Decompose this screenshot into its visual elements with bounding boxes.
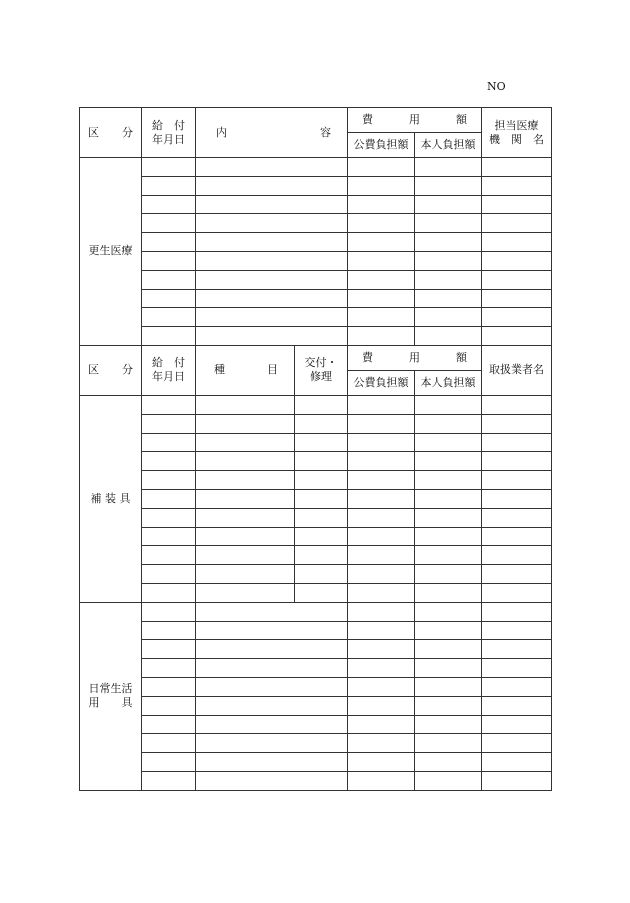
cell — [415, 753, 482, 772]
cell — [196, 195, 348, 214]
section-label-nichijou: 日常生活 用 具 — [80, 602, 142, 790]
cell — [348, 327, 415, 346]
cell — [142, 158, 196, 177]
cell — [196, 640, 348, 659]
cell — [196, 753, 348, 772]
cell — [295, 583, 348, 602]
cell — [482, 289, 552, 308]
cell — [415, 565, 482, 584]
cell — [142, 734, 196, 753]
cell — [415, 583, 482, 602]
cell — [142, 395, 196, 414]
cell — [482, 214, 552, 233]
cell — [196, 233, 348, 252]
cell — [348, 527, 415, 546]
cell — [142, 270, 196, 289]
cell — [196, 308, 348, 327]
cell — [348, 395, 415, 414]
record-table — [79, 107, 552, 791]
cell — [142, 696, 196, 715]
cell — [348, 715, 415, 734]
cell — [482, 602, 552, 621]
page-number-label: NO — [487, 80, 506, 93]
cell — [348, 251, 415, 270]
cell — [415, 640, 482, 659]
cell — [196, 327, 348, 346]
cell — [142, 233, 196, 252]
cell — [482, 565, 552, 584]
cell — [142, 471, 196, 490]
cell — [142, 176, 196, 195]
cell — [196, 289, 348, 308]
cell — [482, 508, 552, 527]
cell — [482, 489, 552, 508]
cell — [142, 508, 196, 527]
cell — [196, 471, 295, 490]
cell — [348, 471, 415, 490]
cell — [415, 527, 482, 546]
header-public-2: 公費負担額 — [348, 370, 415, 395]
cell — [415, 621, 482, 640]
cell — [415, 734, 482, 753]
cell — [348, 621, 415, 640]
cell — [295, 546, 348, 565]
cell — [482, 251, 552, 270]
cell — [142, 621, 196, 640]
cell — [415, 471, 482, 490]
cell — [415, 395, 482, 414]
cell — [415, 308, 482, 327]
cell — [295, 489, 348, 508]
cell — [415, 233, 482, 252]
header-cost-2: 費 用 額 — [348, 345, 482, 370]
section-label-kousei: 更生医療 — [80, 158, 142, 346]
cell — [295, 414, 348, 433]
cell — [142, 289, 196, 308]
header-cost-1: 費 用 額 — [348, 108, 482, 133]
cell — [142, 565, 196, 584]
cell — [142, 677, 196, 696]
cell — [196, 659, 348, 678]
cell — [482, 734, 552, 753]
cell — [348, 433, 415, 452]
cell — [482, 715, 552, 734]
cell — [415, 677, 482, 696]
cell — [348, 602, 415, 621]
cell — [142, 527, 196, 546]
cell — [348, 583, 415, 602]
cell — [482, 158, 552, 177]
cell — [142, 546, 196, 565]
header-public-1: 公費負担額 — [348, 133, 415, 158]
cell — [348, 214, 415, 233]
cell — [196, 602, 348, 621]
cell — [482, 640, 552, 659]
cell — [482, 414, 552, 433]
cell — [415, 214, 482, 233]
cell — [348, 677, 415, 696]
header-item: 種 目 — [196, 345, 295, 395]
cell — [415, 195, 482, 214]
header-self-1: 本人負担額 — [415, 133, 482, 158]
header-kubun-1: 区 分 — [80, 108, 142, 158]
cell — [142, 195, 196, 214]
header-date-1: 給 付 年月日 — [142, 108, 196, 158]
cell — [415, 696, 482, 715]
cell — [348, 308, 415, 327]
cell — [348, 195, 415, 214]
cell — [196, 214, 348, 233]
cell — [142, 602, 196, 621]
cell — [142, 433, 196, 452]
cell — [196, 251, 348, 270]
cell — [348, 696, 415, 715]
cell — [482, 771, 552, 790]
cell — [348, 270, 415, 289]
cell — [348, 640, 415, 659]
cell — [196, 677, 348, 696]
cell — [348, 489, 415, 508]
cell — [415, 251, 482, 270]
cell — [295, 452, 348, 471]
cell — [196, 270, 348, 289]
cell — [142, 308, 196, 327]
cell — [348, 508, 415, 527]
cell — [196, 489, 295, 508]
cell — [415, 289, 482, 308]
cell — [482, 753, 552, 772]
cell — [142, 414, 196, 433]
cell — [295, 565, 348, 584]
cell — [415, 771, 482, 790]
cell — [142, 640, 196, 659]
cell — [482, 527, 552, 546]
header-date-2: 給 付 年月日 — [142, 345, 196, 395]
cell — [196, 546, 295, 565]
header-kubun-2: 区 分 — [80, 345, 142, 395]
section-label-hosougu: 補 装 具 — [80, 395, 142, 602]
cell — [142, 753, 196, 772]
cell — [415, 715, 482, 734]
cell — [196, 508, 295, 527]
header-self-2: 本人負担額 — [415, 370, 482, 395]
cell — [196, 565, 295, 584]
cell — [348, 452, 415, 471]
cell — [348, 546, 415, 565]
cell — [196, 527, 295, 546]
cell — [142, 327, 196, 346]
cell — [482, 395, 552, 414]
header-dealer: 取扱業者名 — [482, 345, 552, 395]
cell — [415, 433, 482, 452]
cell — [348, 414, 415, 433]
cell — [482, 176, 552, 195]
cell — [482, 270, 552, 289]
cell — [415, 508, 482, 527]
cell — [196, 583, 295, 602]
cell — [196, 414, 295, 433]
cell — [482, 583, 552, 602]
cell — [196, 395, 295, 414]
cell — [348, 771, 415, 790]
cell — [482, 452, 552, 471]
cell — [415, 414, 482, 433]
cell — [348, 289, 415, 308]
cell — [482, 433, 552, 452]
cell — [196, 715, 348, 734]
cell — [482, 659, 552, 678]
cell — [348, 734, 415, 753]
cell — [415, 158, 482, 177]
cell — [142, 251, 196, 270]
cell — [295, 471, 348, 490]
cell — [196, 433, 295, 452]
cell — [196, 452, 295, 471]
cell — [142, 715, 196, 734]
header-content: 内 容 — [196, 108, 348, 158]
cell — [142, 771, 196, 790]
cell — [482, 471, 552, 490]
cell — [348, 565, 415, 584]
cell — [415, 546, 482, 565]
cell — [415, 176, 482, 195]
cell — [295, 527, 348, 546]
cell — [482, 195, 552, 214]
cell — [482, 621, 552, 640]
cell — [348, 233, 415, 252]
cell — [415, 489, 482, 508]
cell — [196, 771, 348, 790]
cell — [415, 602, 482, 621]
cell — [482, 696, 552, 715]
cell — [482, 546, 552, 565]
cell — [348, 158, 415, 177]
cell — [295, 395, 348, 414]
cell — [482, 233, 552, 252]
cell — [482, 677, 552, 696]
cell — [348, 753, 415, 772]
cell — [142, 659, 196, 678]
cell — [196, 176, 348, 195]
cell — [196, 621, 348, 640]
cell — [196, 696, 348, 715]
cell — [415, 659, 482, 678]
cell — [142, 583, 196, 602]
cell — [415, 270, 482, 289]
cell — [196, 158, 348, 177]
cell — [482, 327, 552, 346]
cell — [295, 433, 348, 452]
header-issue-repair: 交付・ 修理 — [295, 345, 348, 395]
cell — [142, 214, 196, 233]
header-org: 担当医療 機 関 名 — [482, 108, 552, 158]
cell — [142, 452, 196, 471]
cell — [482, 308, 552, 327]
cell — [142, 489, 196, 508]
cell — [415, 327, 482, 346]
cell — [348, 659, 415, 678]
cell — [196, 734, 348, 753]
cell — [415, 452, 482, 471]
cell — [295, 508, 348, 527]
cell — [348, 176, 415, 195]
